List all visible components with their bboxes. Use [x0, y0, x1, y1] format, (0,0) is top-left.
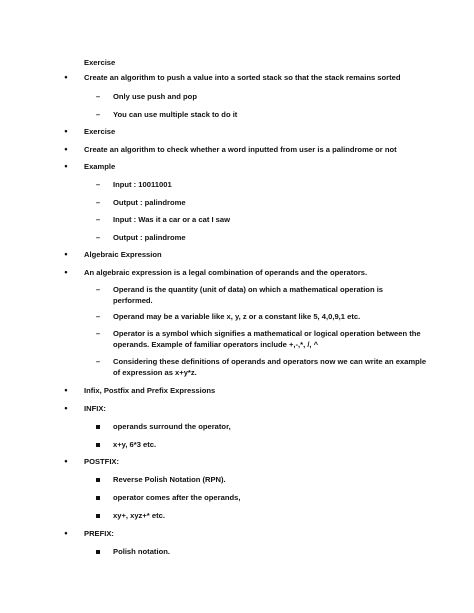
- dash-bullet-icon: –: [95, 312, 101, 321]
- bullet-icon: •: [64, 385, 68, 395]
- line-text: Polish notation.: [113, 547, 170, 556]
- square-bullet-icon: [92, 547, 104, 557]
- line-text-continuation: performed.: [113, 296, 153, 305]
- line-text: Create an algorithm to check whether a word inputted from user is a palindrome or not: [84, 145, 397, 154]
- dash-bullet-icon: –: [95, 233, 101, 242]
- line-text-continuation: operands. Example of familiar operators include +,-,*, /, ^: [113, 340, 319, 349]
- bullet-icon: •: [64, 267, 68, 277]
- square-bullet-icon: [92, 422, 104, 432]
- dash-bullet-icon: –: [95, 329, 101, 338]
- bullet-icon: •: [64, 126, 68, 136]
- line-text: Operand is the quantity (unit of data) on which a mathematical operation is: [113, 285, 384, 294]
- bullet-icon: •: [64, 456, 68, 466]
- line-text: You can use multiple stack to do it: [113, 110, 238, 119]
- bullet-icon: •: [64, 161, 68, 171]
- dash-bullet-icon: –: [95, 285, 101, 294]
- line-text: Only use push and pop: [113, 92, 197, 101]
- square-bullet-icon: [92, 440, 104, 450]
- line-text: xy+, xyz+* etc.: [113, 511, 165, 520]
- line-text: PREFIX:: [84, 529, 114, 538]
- line-text: Output : palindrome: [113, 198, 186, 207]
- bullet-icon: •: [64, 403, 68, 413]
- line-text: Operand may be a variable like x, y, z or a constant like 5, 4,0,9,1 etc.: [113, 312, 361, 321]
- dash-bullet-icon: –: [95, 180, 101, 189]
- bullet-icon: •: [64, 249, 68, 259]
- dash-bullet-icon: –: [95, 110, 101, 119]
- line-text: Infix, Postfix and Prefix Expressions: [84, 386, 216, 395]
- dash-bullet-icon: –: [95, 215, 101, 224]
- square-bullet-icon: [92, 511, 104, 521]
- line-text: operator comes after the operands,: [113, 493, 241, 502]
- square-bullet-icon: [92, 493, 104, 503]
- bullet-icon: •: [64, 528, 68, 538]
- line-text: Input : Was it a car or a cat I saw: [113, 215, 231, 224]
- line-text: INFIX:: [84, 404, 106, 413]
- line-text: Output : palindrome: [113, 233, 186, 242]
- bullet-icon: •: [64, 72, 68, 82]
- dash-bullet-icon: –: [95, 198, 101, 207]
- line-text: POSTFIX:: [84, 457, 120, 466]
- line-text: Input : 10011001: [113, 180, 172, 189]
- line-text-continuation: of expression as x+y*z.: [113, 368, 197, 377]
- line-text: An algebraic expression is a legal combination of operands and the operators.: [84, 268, 368, 277]
- square-bullet-icon: [92, 475, 104, 485]
- dash-bullet-icon: –: [95, 357, 101, 366]
- line-text: x+y, 6*3 etc.: [113, 440, 157, 449]
- line-text: operands surround the operator,: [113, 422, 231, 431]
- dash-bullet-icon: –: [95, 92, 101, 101]
- line-text: Exercise: [84, 127, 116, 136]
- line-text: Considering these definitions of operands and operators now we can write an example: [113, 357, 427, 366]
- bullet-icon: •: [64, 144, 68, 154]
- line-text: Exercise: [84, 58, 116, 67]
- line-text: Example: [84, 162, 116, 171]
- line-text: Create an algorithm to push a value into a sorted stack so that the stack remains sorted: [84, 73, 401, 82]
- line-text: Reverse Polish Notation (RPN).: [113, 475, 226, 484]
- line-text: Algebraic Expression: [84, 250, 162, 259]
- line-text: Operator is a symbol which signifies a mathematical or logical operation between the: [113, 329, 421, 338]
